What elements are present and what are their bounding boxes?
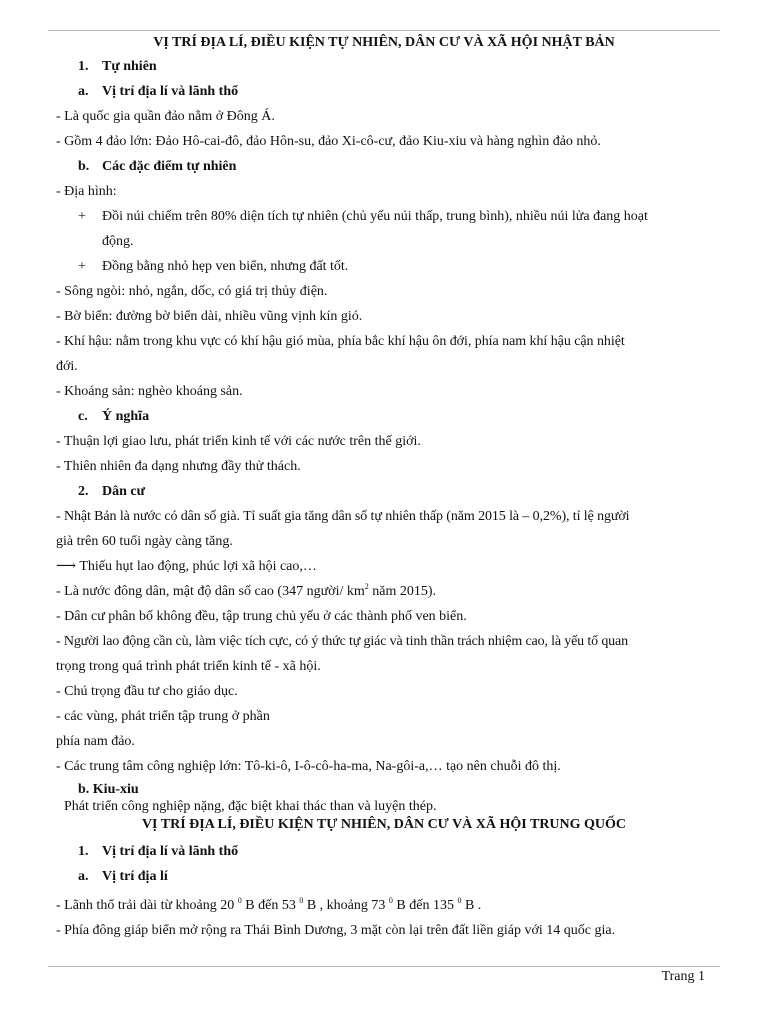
subsection-label: Các đặc điểm tự nhiên [102, 159, 237, 174]
text-fragment: B đến 135 [392, 898, 458, 913]
text-line: - Phía đông giáp biển mở rộng ra Thái Bình Dương, 3 mặt còn lại trên đất liền giáp với 14 quốc gia. [56, 923, 616, 938]
text-line: - Người lao động cần cù, làm việc tích cực, có ý thức tự giác và tinh thần trách nhiệm cao, là yếu tố quan [56, 634, 628, 649]
text-line: - Thiên nhiên đa dạng nhưng đầy thử thách. [56, 459, 301, 474]
bullet-item [56, 254, 712, 279]
kiuxiu-text: Phát triển công nghiệp nặng, đặc biệt khai thác than và luyện thép. [64, 799, 437, 814]
kiuxiu-heading: b. Kiu-xiu [78, 782, 139, 797]
text-line: - Chú trọng đầu tư cho giáo dục. [56, 684, 238, 699]
degree-superscript: 0 [457, 896, 462, 905]
text-line [56, 579, 712, 604]
text-line: - Gồm 4 đảo lớn: Đảo Hô-cai-đô, đảo Hôn-su, đảo Xi-cô-cư, đảo Kiu-xiu và hàng nghìn đảo nhỏ. [56, 134, 601, 149]
text-line: - Nhật Bản là nước có dân số già. Tỉ suất gia tăng dân số tự nhiên thấp (năm 2015 là – 0,2%), tỉ lệ người [56, 509, 630, 524]
plus-bullet-icon: + [78, 259, 86, 274]
degree-superscript: 0 [299, 896, 304, 905]
subsection-label: Ý nghĩa [102, 409, 150, 424]
text-line: già trên 60 tuổi ngày càng tăng. [56, 534, 233, 549]
bullet-text: Đồi núi chiếm trên 80% diện tích tự nhiên (chủ yếu núi thấp, trung bình), nhiều núi lửa đang hoạt [102, 209, 648, 224]
subsection-letter: a. [78, 84, 89, 99]
subsection-label: Vị trí địa lí [102, 869, 168, 884]
text-line: - Sông ngòi: nhỏ, ngắn, dốc, có giá trị thủy điện. [56, 284, 328, 299]
section-label: Vị trí địa lí và lãnh thổ [102, 844, 239, 859]
subsection-label: Vị trí địa lí và lãnh thổ [102, 84, 239, 99]
section-label: Dân cư [102, 484, 146, 499]
subsection-heading [56, 154, 712, 179]
text-line: - Khoáng sản: nghèo khoáng sản. [56, 384, 243, 399]
text-line: - Bờ biển: đường bờ biển dài, nhiều vũng vịnh kín gió. [56, 309, 363, 324]
degree-superscript: 0 [388, 896, 393, 905]
text-line: - Khí hậu: nằm trong khu vực có khí hậu gió mùa, phía bắc khí hậu ôn đới, phía nam khí hậu cận nhiệt [56, 334, 625, 349]
degree-superscript: 0 [237, 896, 242, 905]
section-heading [56, 839, 712, 864]
text-line: - Địa hình: [56, 184, 117, 199]
text-line: - Các trung tâm công nghiệp lớn: Tô-ki-ô, I-ô-cô-ha-ma, Na-gôi-a,… tạo nên chuỗi đô thị. [56, 759, 561, 774]
section-number: 1. [78, 59, 89, 74]
subsection-heading [56, 79, 712, 104]
text-fragment: B đến 53 [241, 898, 300, 913]
superscript: 2 [364, 582, 369, 591]
subsection-heading [56, 404, 712, 429]
section-heading [56, 479, 712, 504]
plus-bullet-icon: + [78, 209, 86, 224]
text-line: trọng trong quá trình phát triển kinh tế - xã hội. [56, 659, 321, 674]
bullet-item [56, 204, 712, 229]
text-line: - Thuận lợi giao lưu, phát triển kinh tế với các nước trên thế giới. [56, 434, 421, 449]
section-heading [56, 54, 712, 79]
document-title-china: VỊ TRÍ ĐỊA LÍ, ĐIỀU KIỆN TỰ NHIÊN, DÂN CƯ VÀ XÃ HỘI TRUNG QUỐC [141, 817, 627, 832]
section-label: Tự nhiên [102, 59, 157, 74]
text-line: - Dân cư phân bố không đều, tập trung chủ yếu ở các thành phố ven biển. [56, 609, 467, 624]
text-line: phía nam đảo. [56, 734, 135, 749]
text-line [56, 893, 712, 918]
text-line: đới. [56, 359, 78, 374]
text-line: - các vùng, phát triển tập trung ở phần [56, 709, 270, 724]
arrow-line: ⟶ Thiếu hụt lao động, phúc lợi xã hội cao,… [56, 559, 317, 574]
text-line: - Là quốc gia quần đảo nằm ở Đông Á. [56, 109, 275, 124]
text-fragment: - Lãnh thổ trải dài từ khoảng 20 [56, 898, 238, 913]
bullet-continuation: động. [102, 234, 134, 249]
text-fragment: năm 2015). [368, 584, 437, 599]
bullet-text: Đồng bằng nhỏ hẹp ven biển, nhưng đất tốt. [102, 259, 349, 274]
section-number: 2. [78, 484, 89, 499]
text-fragment: B . [461, 898, 482, 913]
document-title-japan: VỊ TRÍ ĐỊA LÍ, ĐIỀU KIỆN TỰ NHIÊN, DÂN CƯ VÀ XÃ HỘI NHẬT BẢN [153, 35, 615, 50]
text-fragment: - Là nước đông dân, mật độ dân số cao (347 người/ km [56, 584, 365, 599]
page-content [56, 31, 712, 943]
subsection-letter: b. [78, 159, 90, 174]
subsection-letter: a. [78, 869, 89, 884]
section-number: 1. [78, 844, 89, 859]
footer-rule [48, 966, 720, 967]
subsection-heading [56, 864, 712, 889]
text-fragment: B , khoảng 73 [303, 898, 389, 913]
subsection-letter: c. [78, 409, 88, 424]
page-number: Trang 1 [661, 969, 705, 984]
